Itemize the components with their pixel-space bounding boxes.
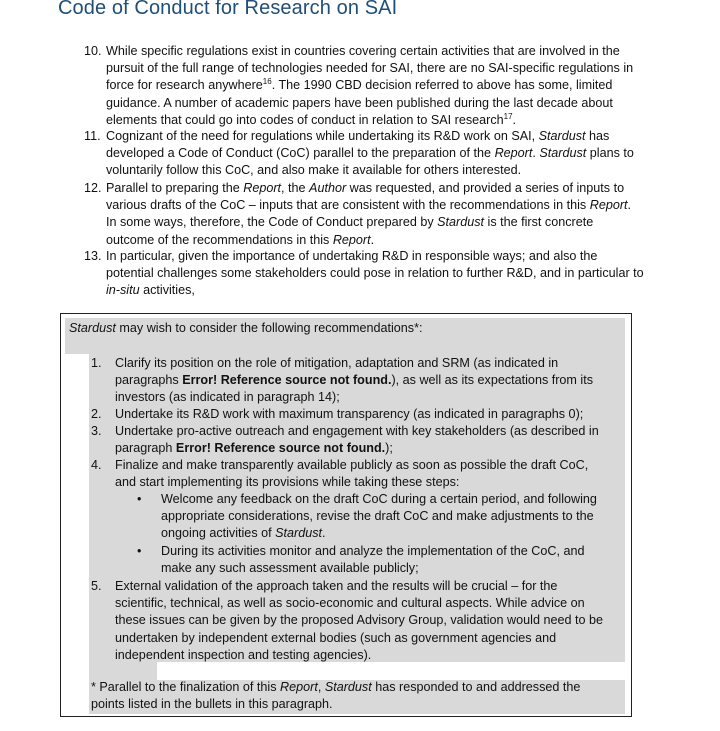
recommendation-2 xyxy=(91,406,611,423)
paragraph-13 xyxy=(84,248,644,300)
item-number: 5. xyxy=(91,579,102,593)
recommendation-5 xyxy=(91,578,611,664)
paragraph-text: Parallel to preparing the Report, the Author was requested, and provided a series of inputs to various drafts of the CoC – inputs that are consistent with the recommendations in this Report. In some ways, therefore, the Code of Conduct prepared by Stardust is the first concrete outcome of the recommendations in this Report. xyxy=(106,181,632,247)
recommendations-box xyxy=(60,313,632,717)
page-title: Code of Conduct for Research on SAI xyxy=(58,0,398,19)
paragraph-text: Cognizant of the need for regulations while undertaking its R&D work on SAI, Stardust has developed a Code of Conduct (CoC) parallel to the preparation of the Report. Stardust plans to voluntarily follow this CoC, and also make it available for others interested. xyxy=(106,129,634,178)
box-footnote: * Parallel to the finalization of this Report, Stardust has responded to and addressed the points listed in the bullets in this paragraph. xyxy=(91,680,581,712)
item-number: 3. xyxy=(91,424,102,438)
shade-gap xyxy=(89,662,157,680)
item-text: Undertake pro-active outreach and engagement with key stakeholders (as described in paragraph Error! Reference source not found.); xyxy=(115,424,599,456)
bullet-glyph: • xyxy=(137,544,142,558)
bullet-text: Welcome any feedback on the draft CoC during a certain period, and following appropriate considerations, revise the draft CoC and make adjustments to the ongoing activities of Stardust. xyxy=(161,492,597,541)
item-text: External validation of the approach taken and the results will be crucial – for the scientific, technical, as well as socio-economic and cultural aspects. While advice on these issues can be given by the proposed Advisory Group, validation would need to be undertaken by independent external bodies (such as government agencies and independent inspection and testing agencies). xyxy=(115,579,603,662)
sub-bullet-2 xyxy=(137,543,607,577)
recommendation-4 xyxy=(91,457,611,491)
bullet-text: During its activities monitor and analyze the implementation of the CoC, and make any such assessment available publicly; xyxy=(161,544,585,576)
item-number: 2. xyxy=(91,407,102,421)
sub-bullet-1 xyxy=(137,491,607,543)
recommendation-1 xyxy=(91,355,611,407)
paragraph-text: While specific regulations exist in countries covering certain activities that are involved in the pursuit of the full range of technologies needed for SAI, there are no SAI-specific regulations in force for research anywhere$^{16}$. The 1990 CBD decision referred to above has some, limited guidance. A number of academic papers have been published during the last decade about elements that could go into codes of conduct in relation to SAI research$^{17}$. xyxy=(106,44,634,127)
recommendation-3 xyxy=(91,423,611,457)
paragraph-number: 11. xyxy=(84,129,101,143)
paragraph-12 xyxy=(84,180,644,249)
item-number: 1. xyxy=(91,356,102,370)
paragraph-number: 10. xyxy=(84,44,102,58)
item-text: Undertake its R&D work with maximum transparency (as indicated in paragraphs 0); xyxy=(115,407,584,421)
box-intro: Stardust may wish to consider the following recommendations*: xyxy=(69,321,423,335)
item-number: 4. xyxy=(91,458,102,472)
paragraph-11 xyxy=(84,128,644,180)
paragraph-number: 12. xyxy=(84,181,102,195)
item-text: Clarify its position on the role of mitigation, adaptation and SRM (as indicated in paragraphs Error! Reference source not found.), as well as its expectations from its investors (as indicated in paragraph 14); xyxy=(115,356,594,405)
bullet-glyph: • xyxy=(137,492,142,506)
paragraph-text: In particular, given the importance of undertaking R&D in responsible ways; and also the potential challenges some stakeholders could pose in relation to further R&D, and in particular to in-situ activities, xyxy=(106,249,644,298)
paragraph-number: 13. xyxy=(84,249,102,263)
item-text: Finalize and make transparently available publicly as soon as possible the draft CoC, and start implementing its provisions while taking these steps: xyxy=(115,458,589,490)
paragraph-10 xyxy=(84,43,644,129)
